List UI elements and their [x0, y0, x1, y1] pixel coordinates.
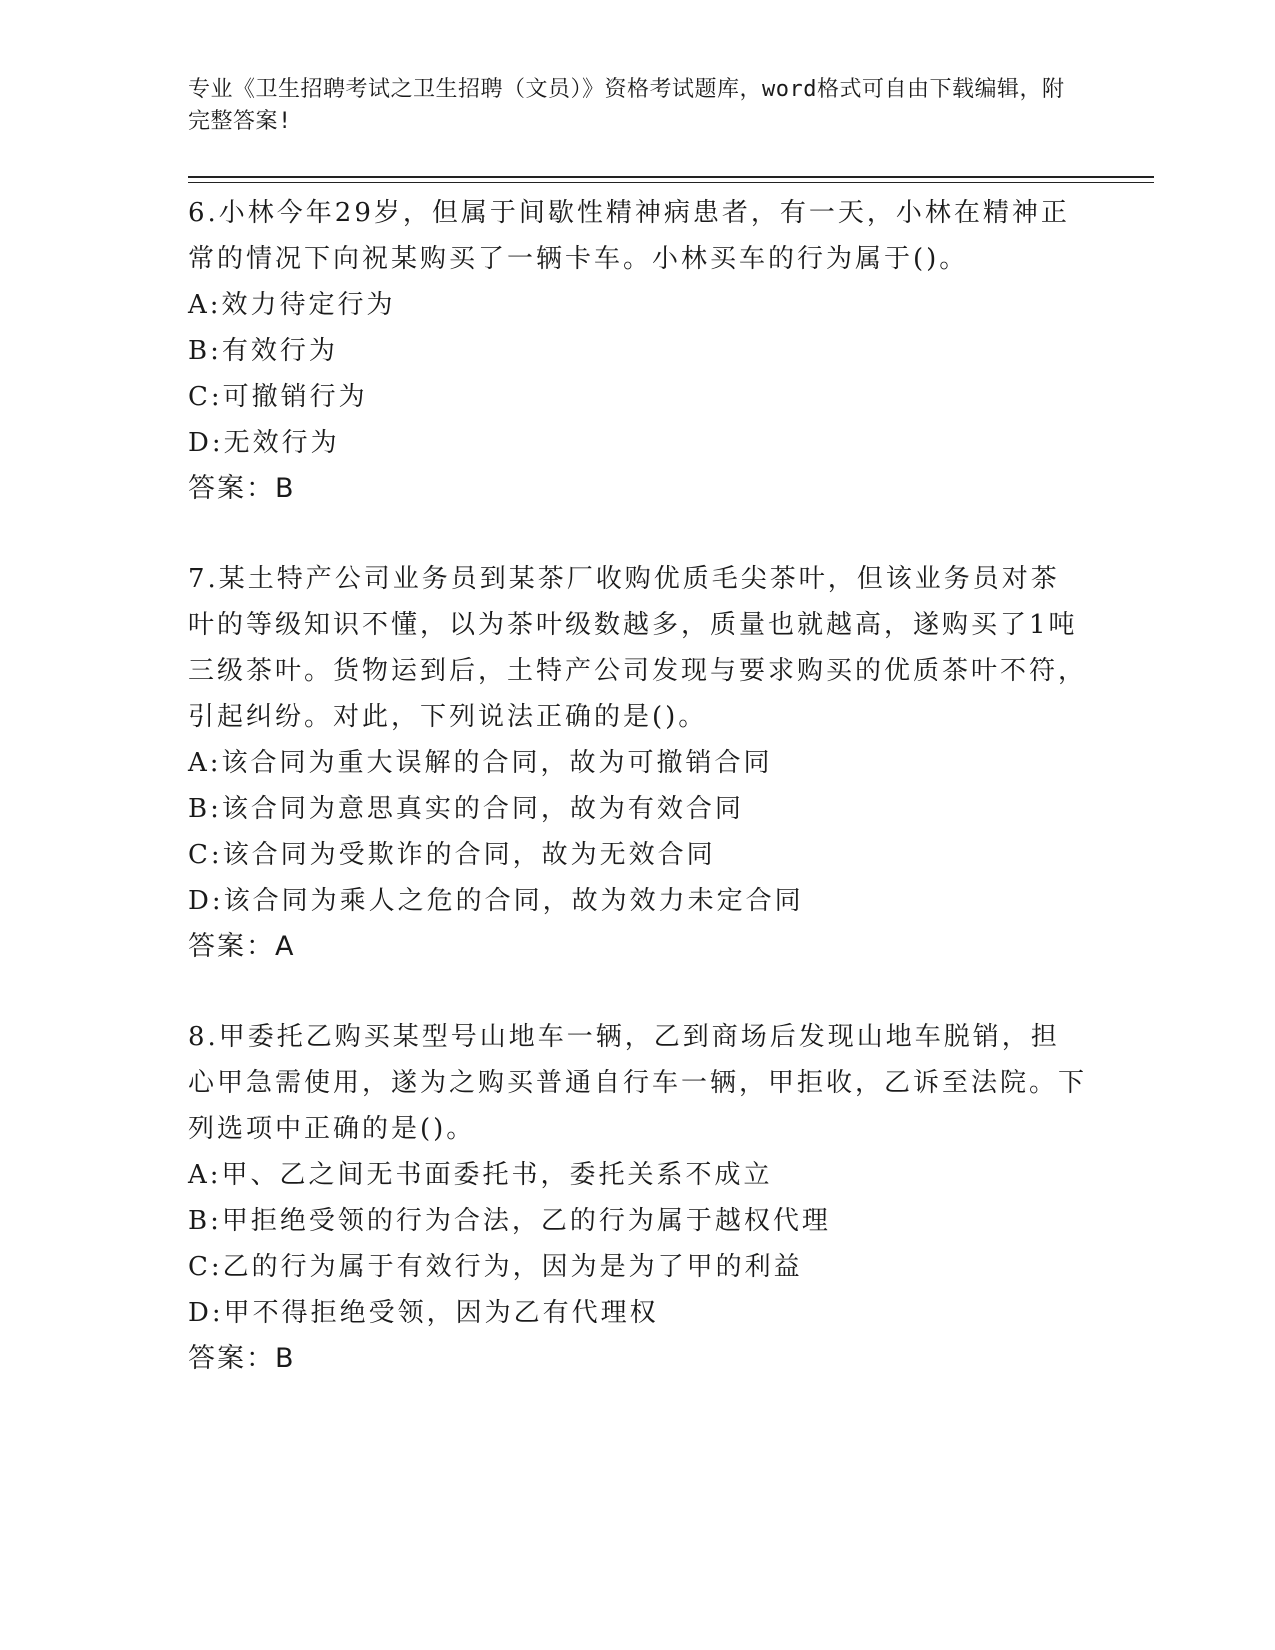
answer-label: 答案：B	[188, 1343, 296, 1374]
question-list	[188, 190, 1088, 1426]
header-divider-thin	[188, 182, 1154, 183]
option-d: D:甲不得拒绝受领，因为乙有代理权	[188, 1298, 659, 1328]
question-stem: 7.某土特产公司业务员到某茶厂收购优质毛尖茶叶，但该业务员对茶叶的等级知识不懂，以为茶叶级数越多，质量也就越高，遂购买了1吨三级茶叶。货物运到后，土特产公司发现与要求购买的优质茶叶不符，引起纠纷。对此，下列说法正确的是()。	[188, 564, 1088, 732]
option-a: A:效力待定行为	[188, 290, 396, 320]
question-8	[188, 1014, 1088, 1382]
option-c: C:乙的行为属于有效行为，因为是为了甲的利益	[188, 1252, 803, 1282]
document-header: 专业《卫生招聘考试之卫生招聘（文员）》资格考试题库，word格式可自由下载编辑，附完整答案!	[188, 77, 1065, 134]
option-b: B:甲拒绝受领的行为合法，乙的行为属于越权代理	[188, 1206, 831, 1236]
option-a: A:甲、乙之间无书面委托书，委托关系不成立	[188, 1160, 773, 1190]
question-6	[188, 190, 1088, 512]
option-b: B:该合同为意思真实的合同，故为有效合同	[188, 794, 744, 824]
answer-label: 答案：B	[188, 473, 296, 504]
option-c: C:可撤销行为	[188, 382, 368, 412]
option-b: B:有效行为	[188, 336, 338, 366]
option-d: D:该合同为乘人之危的合同，故为效力未定合同	[188, 886, 804, 916]
option-d: D:无效行为	[188, 428, 340, 458]
option-c: C:该合同为受欺诈的合同，故为无效合同	[188, 840, 716, 870]
answer-label: 答案：A	[188, 931, 296, 962]
question-stem: 8.甲委托乙购买某型号山地车一辆，乙到商场后发现山地车脱销，担心甲急需使用，遂为之购买普通自行车一辆，甲拒收，乙诉至法院。下列选项中正确的是()。	[188, 1022, 1088, 1144]
question-stem: 6.小林今年29岁，但属于间歇性精神病患者，有一天，小林在精神正常的情况下向祝某购买了一辆卡车。小林买车的行为属于()。	[188, 198, 1070, 274]
header-divider-thick	[188, 176, 1154, 178]
option-a: A:该合同为重大误解的合同，故为可撤销合同	[188, 748, 773, 778]
question-7	[188, 556, 1088, 970]
